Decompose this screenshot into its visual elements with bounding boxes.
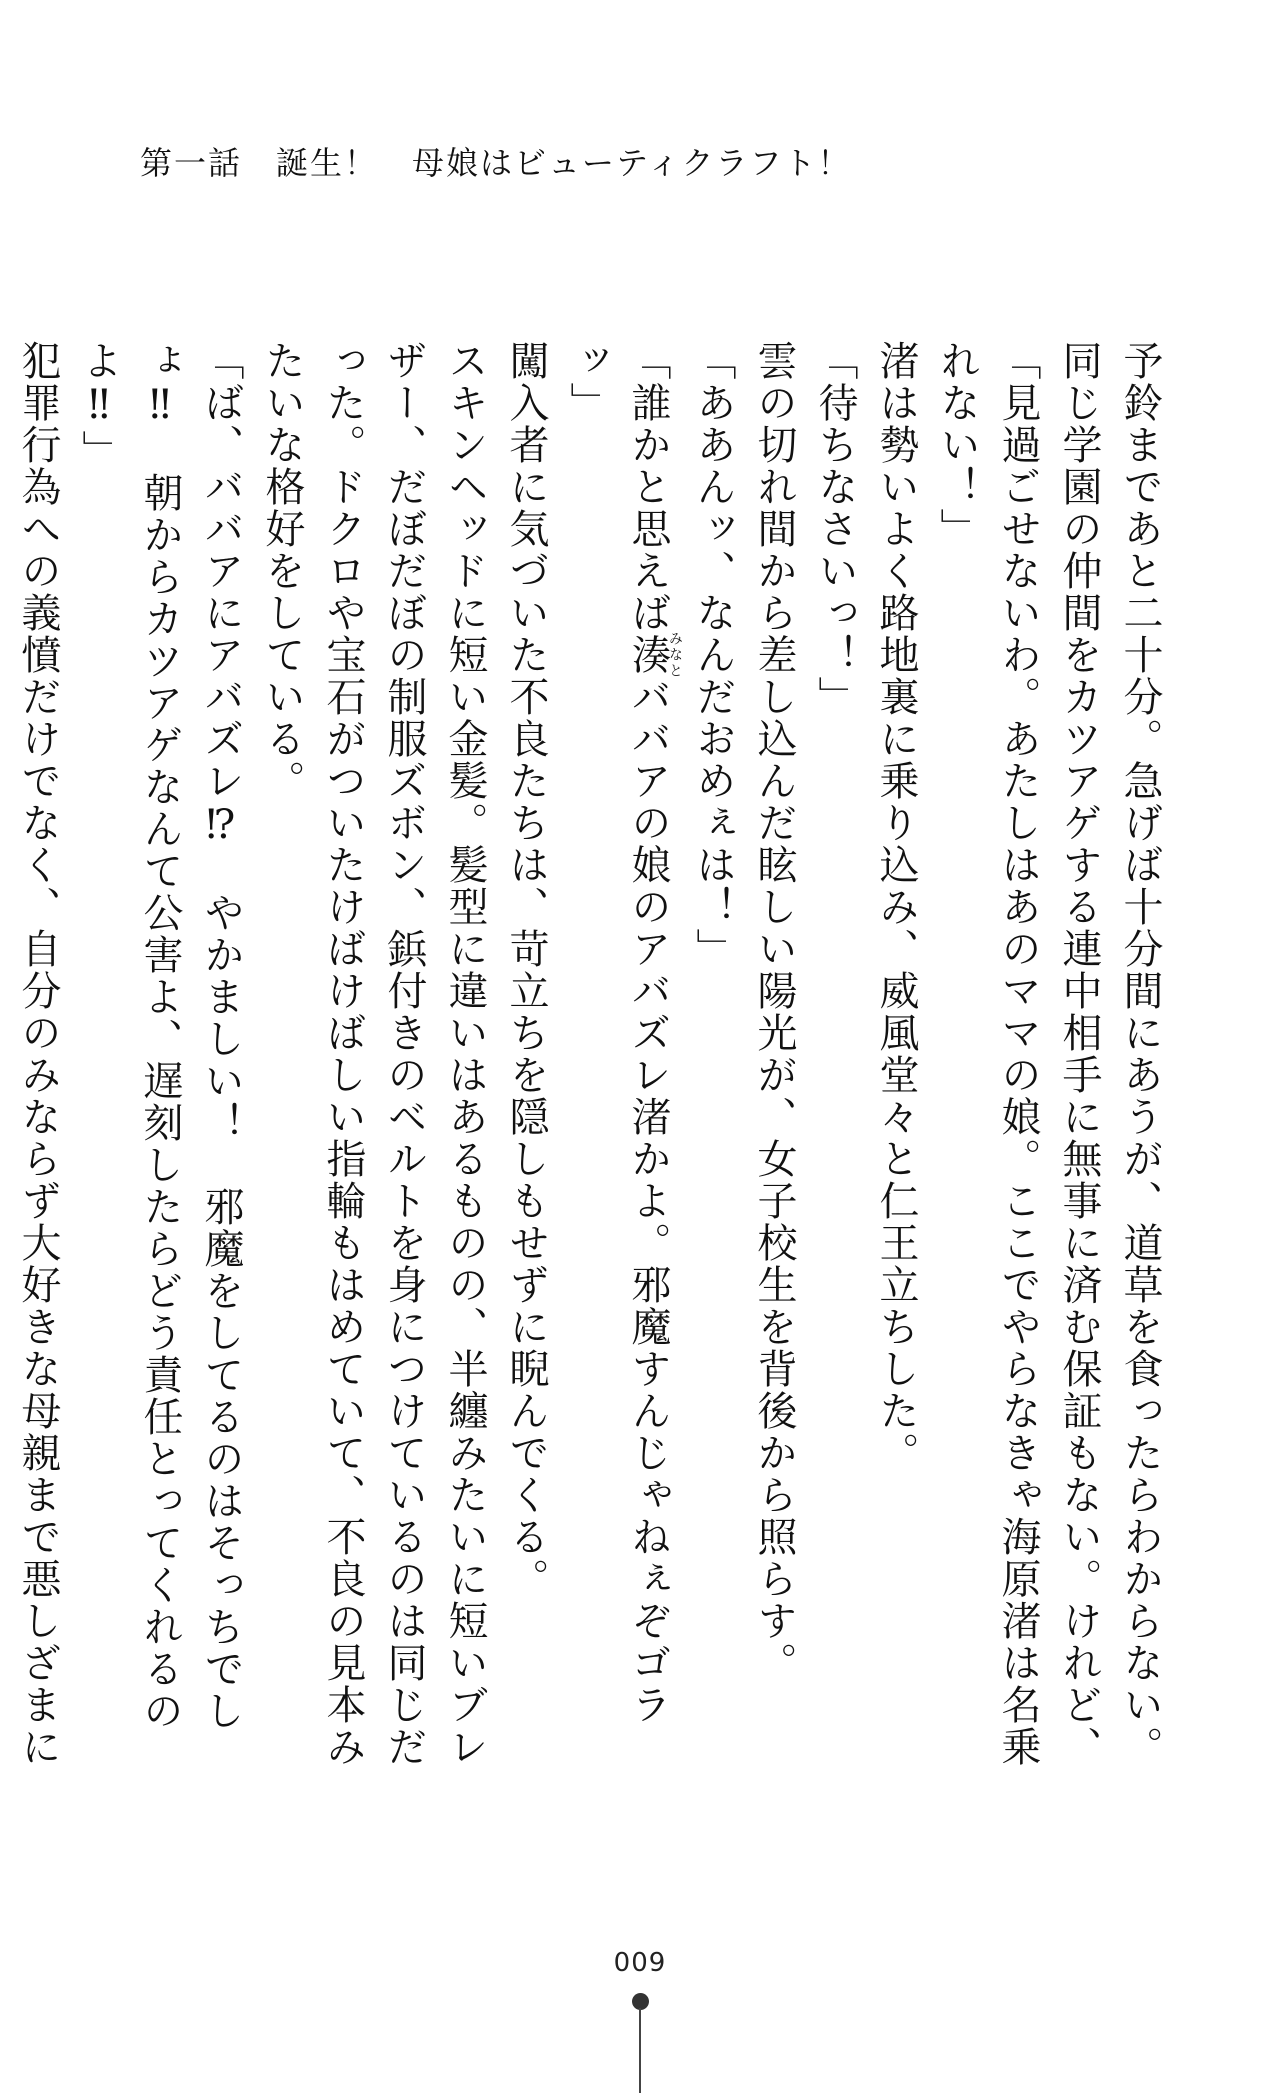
ruby-base: 湊 <box>625 631 671 679</box>
running-title: 第一話 誕生！ 母娘はビューティクラフト！ <box>140 144 852 182</box>
paragraph-6: 雲の切れ間から差し込んだ眩しい陽光が、女子校生を背後から照らす。 <box>751 340 797 1684</box>
paragraph-7: 「ああんッ、なんだおめぇは！」 <box>690 340 736 970</box>
ruby-line-before: 「誰かと思えば <box>625 340 671 634</box>
ruby-line-after: ババアの娘のアバズレ渚かよ。邪魔すんじゃねぇぞゴラッ」 <box>564 340 671 1726</box>
page-number: 009 <box>613 1948 667 1978</box>
ruby-minato <box>625 631 683 679</box>
paragraph-4: 渚は勢いよく路地裏に乗り込み、威風堂々と仁王立ちした。 <box>873 340 919 1474</box>
page-marker-line <box>639 2008 641 2093</box>
paragraph-9: 闖入者に気づいた不良たちは、苛立ちを隠しもせずに睨んでくる。 <box>503 340 549 1600</box>
novel-body-text <box>0 340 1170 1780</box>
paragraph-12: 犯罪行為への義憤だけでなく、自分のみならず大好きな母親まで悪しざまに <box>15 340 61 1768</box>
paragraph-8-with-ruby <box>556 340 682 1780</box>
paragraph-3: 「見過ごせないわ。あたしはあのママの娘。ここでやらなきゃ海原渚は名乗れない！」 <box>934 340 1041 1768</box>
paragraph-11: 「ば、ババアにアバズレ⁉ やかましい！ 邪魔をしてるのはそっちでしょ‼ 朝からカツアゲなんて公害よ、遅刻したらどう責任とってくれるのよ‼」 <box>76 340 244 1732</box>
paragraph-5: 「待ちなさいっ！」 <box>812 340 858 718</box>
paragraph-1: 予鈴まであと二十分。急げば十分間にあうが、道草を食ったらわからない。 <box>1117 340 1163 1768</box>
paragraph-2: 同じ学園の仲間をカツアゲする連中相手に無事に済む保証もない。けれど、 <box>1056 340 1102 1768</box>
paragraph-10: スキンヘッドに短い金髪。髪型に違いはあるものの、半纏みたいに短いブレザー、だぼだぼの制服ズボン、鋲付きのベルトを身につけているのは同じだった。ドクロや宝石がついたけばけばしい指輪もはめていて、不良の見本みたいな格好をしている。 <box>259 340 488 1768</box>
ruby-reading: みなと <box>667 631 683 679</box>
